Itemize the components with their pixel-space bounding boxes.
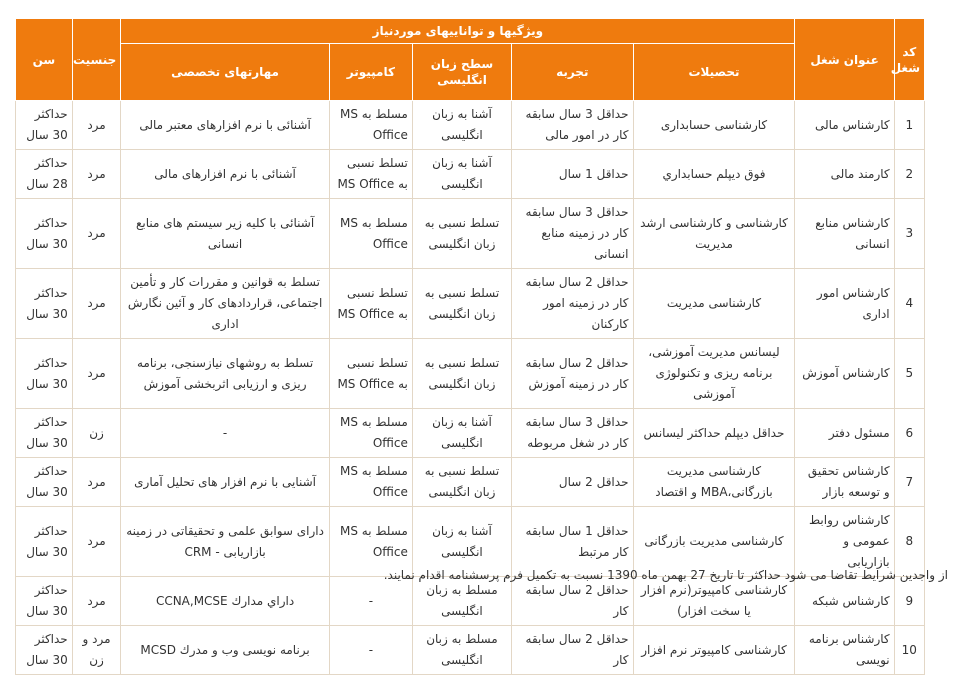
- cell-job-code: 7: [894, 458, 924, 507]
- cell-experience: حداقل 3 سال سابقه کار در زمینه منابع انسانی: [512, 199, 633, 269]
- cell-age: حداکثر 30 سال: [16, 507, 73, 577]
- cell-experience: حداقل 2 سال سابقه کار: [512, 626, 633, 675]
- cell-education: کارشناسی کامپیوتر(نرم افزار یا سخت افزار): [633, 577, 795, 626]
- header-experience: تجربه: [512, 44, 633, 101]
- header-english-level: سطح زبان انگلیسی: [412, 44, 511, 101]
- cell-experience: حداقل 1 سال: [512, 150, 633, 199]
- cell-skills: آشنائی با نرم افزارهای معتبر مالی: [121, 101, 330, 150]
- table-row: [16, 507, 925, 577]
- cell-age: حداکثر 30 سال: [16, 577, 73, 626]
- cell-skills: دارای سوابق علمی و تحقیقاتی در زمینه بازاریابی - CRM: [121, 507, 330, 577]
- cell-experience: حداقل 3 سال سابقه کار در شغل مربوطه: [512, 409, 633, 458]
- cell-job-code: 6: [894, 409, 924, 458]
- cell-gender: مرد: [72, 577, 121, 626]
- table-row: [16, 150, 925, 199]
- cell-education: کارشناسی مدیریت: [633, 269, 795, 339]
- cell-job-title: کارشناس برنامه نویسی: [795, 626, 894, 675]
- footer-note: از واجدین شرایط تقاضا می شود حداکثر تا تاریخ 27 بهمن ماه 1390 نسبت به تکمیل فرم پرسشنامه اقدام نمایند.: [383, 568, 948, 582]
- cell-english-level: آشنا به زبان انگلیسی: [412, 101, 511, 150]
- cell-computer: مسلط به MS Office: [329, 458, 412, 507]
- header-education: تحصیلات: [633, 44, 795, 101]
- cell-computer: مسلط به MS Office: [329, 409, 412, 458]
- table-row: [16, 101, 925, 150]
- cell-gender: مرد: [72, 199, 121, 269]
- header-job-code: کد شغل: [894, 19, 924, 101]
- cell-english-level: آشنا به زبان انگلیسی: [412, 150, 511, 199]
- cell-gender: مرد: [72, 269, 121, 339]
- cell-skills: تسلط به قوانین و مقررات کار و تأمین اجتماعی، قراردادهای کار و آئین نگارش اداری: [121, 269, 330, 339]
- header-gender: جنسیت: [72, 19, 121, 101]
- cell-computer: -: [329, 577, 412, 626]
- cell-skills: آشنایی با نرم افزار های تحلیل آماری: [121, 458, 330, 507]
- cell-computer: مسلط به MS Office: [329, 101, 412, 150]
- cell-education: فوق دیپلم حسابداري: [633, 150, 795, 199]
- cell-english-level: تسلط نسبی به زبان انگلیسی: [412, 339, 511, 409]
- header-age: سن: [16, 19, 73, 101]
- cell-job-code: 9: [894, 577, 924, 626]
- cell-skills: برنامه نویسی وب و مدرك MCSD: [121, 626, 330, 675]
- cell-experience: حداقل 2 سال: [512, 458, 633, 507]
- cell-computer: تسلط نسبی به MS Office: [329, 150, 412, 199]
- cell-job-code: 2: [894, 150, 924, 199]
- table-row: [16, 269, 925, 339]
- cell-computer: تسلط نسبی به MS Office: [329, 269, 412, 339]
- cell-skills: آشنائی با نرم افزارهای مالی: [121, 150, 330, 199]
- cell-job-title: کارشناس شبکه: [795, 577, 894, 626]
- cell-job-title: کارشناس روابط عمومی و بازاریابی: [795, 507, 894, 577]
- cell-computer: مسلط به MS Office: [329, 507, 412, 577]
- cell-computer: -: [329, 626, 412, 675]
- cell-gender: مرد و زن: [72, 626, 121, 675]
- cell-job-code: 10: [894, 626, 924, 675]
- cell-experience: حداقل 3 سال سابقه کار در امور مالی: [512, 101, 633, 150]
- cell-job-title: کارشناس آموزش: [795, 339, 894, 409]
- cell-english-level: مسلط به زبان انگلیسی: [412, 626, 511, 675]
- cell-skills: تسلط به روشهای نیازسنجی، برنامه ریزی و ارزیابی اثربخشی آموزش: [121, 339, 330, 409]
- cell-job-code: 1: [894, 101, 924, 150]
- cell-job-title: کارشناس مالی: [795, 101, 894, 150]
- cell-job-title: کارشناس امور اداری: [795, 269, 894, 339]
- cell-job-title: کارشناس تحقیق و توسعه بازار: [795, 458, 894, 507]
- cell-age: حداکثر 30 سال: [16, 339, 73, 409]
- cell-gender: مرد: [72, 507, 121, 577]
- cell-english-level: مسلط به زبان انگلیسی: [412, 577, 511, 626]
- cell-job-title: کارمند مالی: [795, 150, 894, 199]
- header-skills: مهارتهای تخصصی: [121, 44, 330, 101]
- cell-age: حداکثر 30 سال: [16, 409, 73, 458]
- cell-skills: داراي مدارك CCNA,MCSE: [121, 577, 330, 626]
- cell-gender: مرد: [72, 150, 121, 199]
- cell-age: حداکثر 30 سال: [16, 626, 73, 675]
- cell-gender: مرد: [72, 101, 121, 150]
- cell-age: حداکثر 28 سال: [16, 150, 73, 199]
- cell-age: حداکثر 30 سال: [16, 101, 73, 150]
- cell-experience: حداقل 2 سال سابقه کار در زمینه امور کارکنان: [512, 269, 633, 339]
- cell-english-level: تسلط نسبی به زبان انگلیسی: [412, 199, 511, 269]
- cell-education: لیسانس مدیریت آموزشی، برنامه ریزی و تکنولوژی آموزشی: [633, 339, 795, 409]
- table-row: [16, 339, 925, 409]
- cell-computer: مسلط به MS Office: [329, 199, 412, 269]
- table-row: [16, 626, 925, 675]
- cell-english-level: تسلط نسبی به زبان انگلیسی: [412, 269, 511, 339]
- cell-skills: -: [121, 409, 330, 458]
- cell-job-code: 8: [894, 507, 924, 577]
- cell-education: کارشناسی حسابداری: [633, 101, 795, 150]
- cell-age: حداکثر 30 سال: [16, 458, 73, 507]
- cell-job-code: 5: [894, 339, 924, 409]
- cell-age: حداکثر 30 سال: [16, 269, 73, 339]
- cell-job-code: 4: [894, 269, 924, 339]
- cell-english-level: آشنا به زبان انگلیسی: [412, 507, 511, 577]
- cell-age: حداکثر 30 سال: [16, 199, 73, 269]
- table-row: [16, 409, 925, 458]
- cell-job-title: کارشناس منابع انسانی: [795, 199, 894, 269]
- cell-education: کارشناسی مدیریت بازرگانی،MBA و اقتصاد: [633, 458, 795, 507]
- table-row: [16, 458, 925, 507]
- header-job-title: عنوان شغل: [795, 19, 894, 101]
- cell-computer: تسلط نسبی به MS Office: [329, 339, 412, 409]
- cell-job-title: مسئول دفتر: [795, 409, 894, 458]
- cell-gender: مرد: [72, 458, 121, 507]
- cell-english-level: آشنا به زبان انگلیسی: [412, 409, 511, 458]
- cell-education: کارشناسی کامپیوتر نرم افزار: [633, 626, 795, 675]
- cell-gender: زن: [72, 409, 121, 458]
- cell-education: کارشناسی و کارشناسی ارشد مدیریت: [633, 199, 795, 269]
- cell-experience: حداقل 2 سال سابقه کار در زمینه آموزش: [512, 339, 633, 409]
- cell-experience: حداقل 1 سال سابقه کار مرتبط: [512, 507, 633, 577]
- cell-education: کارشناسی مدیریت بازرگانی: [633, 507, 795, 577]
- cell-gender: مرد: [72, 339, 121, 409]
- table-row: [16, 577, 925, 626]
- cell-education: حداقل دیپلم حداکثر لیسانس: [633, 409, 795, 458]
- header-computer: کامپیوتر: [329, 44, 412, 101]
- cell-skills: آشنائی با کلیه زیر سیستم های منابع انسانی: [121, 199, 330, 269]
- cell-english-level: تسلط نسبی به زبان انگلیسی: [412, 458, 511, 507]
- table-row: [16, 199, 925, 269]
- header-requirements-group: ویژگیها و تواناییهای موردنیاز: [121, 19, 795, 44]
- cell-experience: حداقل 2 سال سابقه کار: [512, 577, 633, 626]
- cell-job-code: 3: [894, 199, 924, 269]
